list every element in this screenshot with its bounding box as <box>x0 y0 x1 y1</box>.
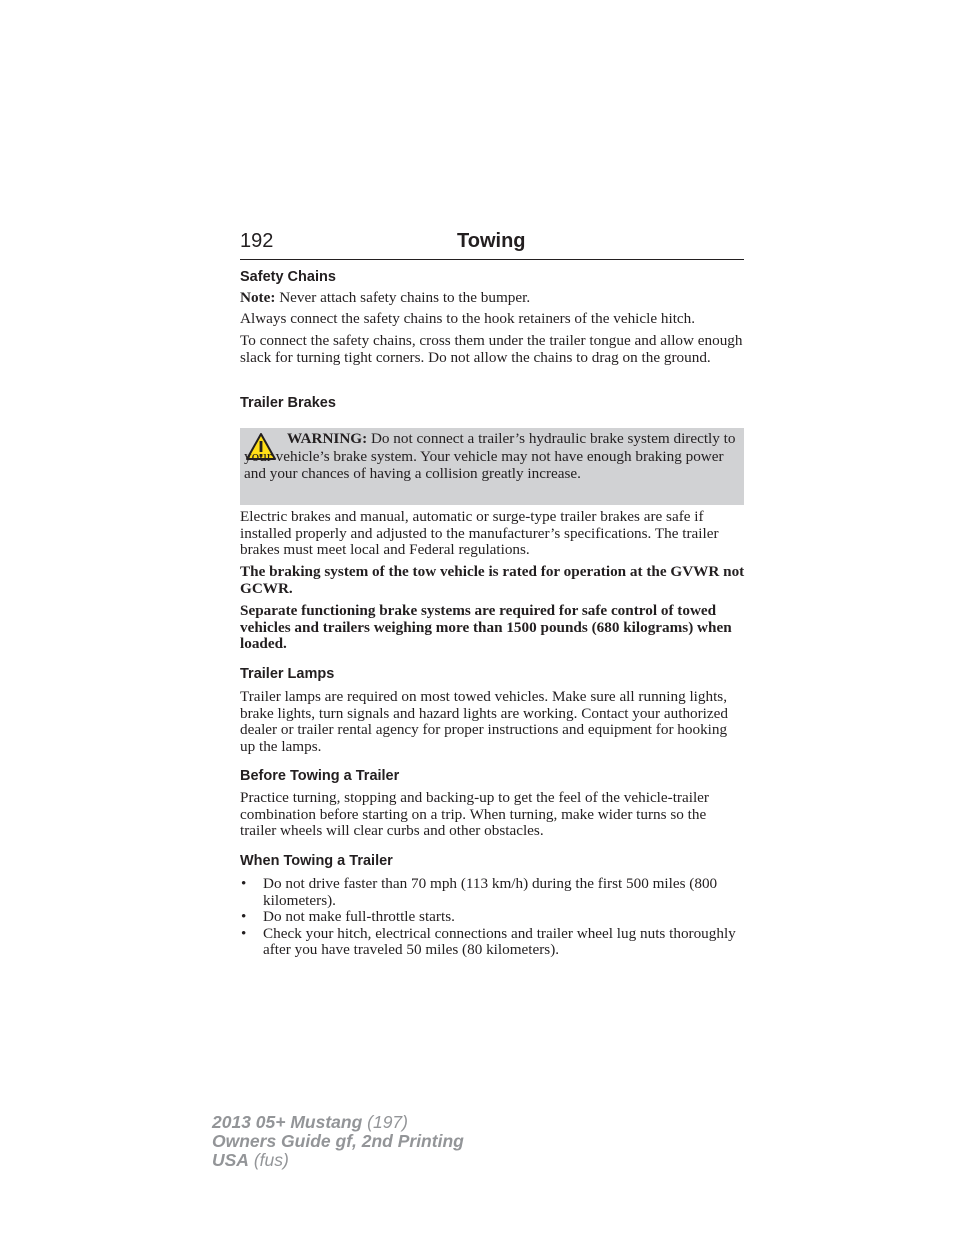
footer-market-code: (fus) <box>248 1150 289 1170</box>
footer-line-3 <box>212 1151 464 1170</box>
trailer-brakes-bold-paragraph-2: Separate functioning brake systems are required for safe control of towed vehicles and trailers weighing more than 1500 pounds (680 kilograms) when loaded. <box>240 602 732 652</box>
safety-chains-paragraph-2: To connect the safety chains, cross them under the trailer tongue and allow enough slack for turning tight corners. Do not allow the chains to drag on the ground. <box>240 332 743 366</box>
page-footer <box>212 1113 464 1170</box>
footer-code: (197) <box>362 1112 408 1132</box>
note-text: Never attach safety chains to the bumper. <box>275 289 531 306</box>
before-towing-paragraph: Practice turning, stopping and backing-up to get the feel of the vehicle-trailer combination before starting on a trip. When turning, make wider turns so the trailer wheels will clear curbs and other obstacles. <box>240 789 709 839</box>
heading-when-towing: When Towing a Trailer <box>240 853 393 869</box>
heading-trailer-brakes: Trailer Brakes <box>240 395 336 411</box>
trailer-brakes-bold-paragraph-1: The braking system of the tow vehicle is rated for operation at the GVWR not GCWR. <box>240 563 745 597</box>
heading-before-towing: Before Towing a Trailer <box>240 768 400 784</box>
when-towing-list <box>240 876 746 959</box>
warning-text <box>244 430 742 483</box>
list-item: • Do not drive faster than 70 mph (113 km/h) during the first 500 miles (800 kilometers). <box>240 876 746 909</box>
trailer-brakes-paragraph-1: Electric brakes and manual, automatic or surge-type trailer brakes are safe if installed properly and adjusted to the manufacturer’s specifications. The trailer brakes must meet local and Federal regulations. <box>240 508 719 558</box>
list-item: • Check your hitch, electrical connections and trailer wheel lug nuts thoroughly after you have traveled 50 miles (80 kilometers). <box>240 926 746 959</box>
footer-model: 2013 05+ Mustang <box>212 1112 363 1132</box>
warning-box <box>240 428 744 505</box>
note-label: Note: <box>240 289 276 306</box>
footer-market: USA <box>212 1150 249 1170</box>
safety-chains-paragraph-1: Always connect the safety chains to the hook retainers of the vehicle hitch. <box>240 310 696 327</box>
heading-trailer-lamps: Trailer Lamps <box>240 666 335 682</box>
warning-body: Do not connect a trailer’s hydraulic brake system directly to your vehicle’s brake system. Your vehicle may not have enough braking power and your chances of having a collision greatly increase. <box>244 430 736 482</box>
trailer-lamps-paragraph: Trailer lamps are required on most towed vehicles. Make sure all running lights, brake lights, turn signals and hazard lights are working. Contact your authorized dealer or trailer rental agency for proper instructions and equipment for hooking up the lamps. <box>240 688 728 755</box>
page-number: 192 <box>240 230 274 252</box>
page-header <box>240 229 744 260</box>
footer-line-2 <box>212 1132 464 1151</box>
page-title: Towing <box>457 230 526 252</box>
warning-label: WARNING: <box>287 430 368 447</box>
heading-safety-chains: Safety Chains <box>240 269 336 285</box>
footer-line-1 <box>212 1113 464 1132</box>
list-item: • Do not make full-throttle starts. <box>240 909 746 926</box>
footer-edition: Owners Guide gf, 2nd Printing <box>212 1131 464 1151</box>
note-paragraph <box>240 290 746 307</box>
